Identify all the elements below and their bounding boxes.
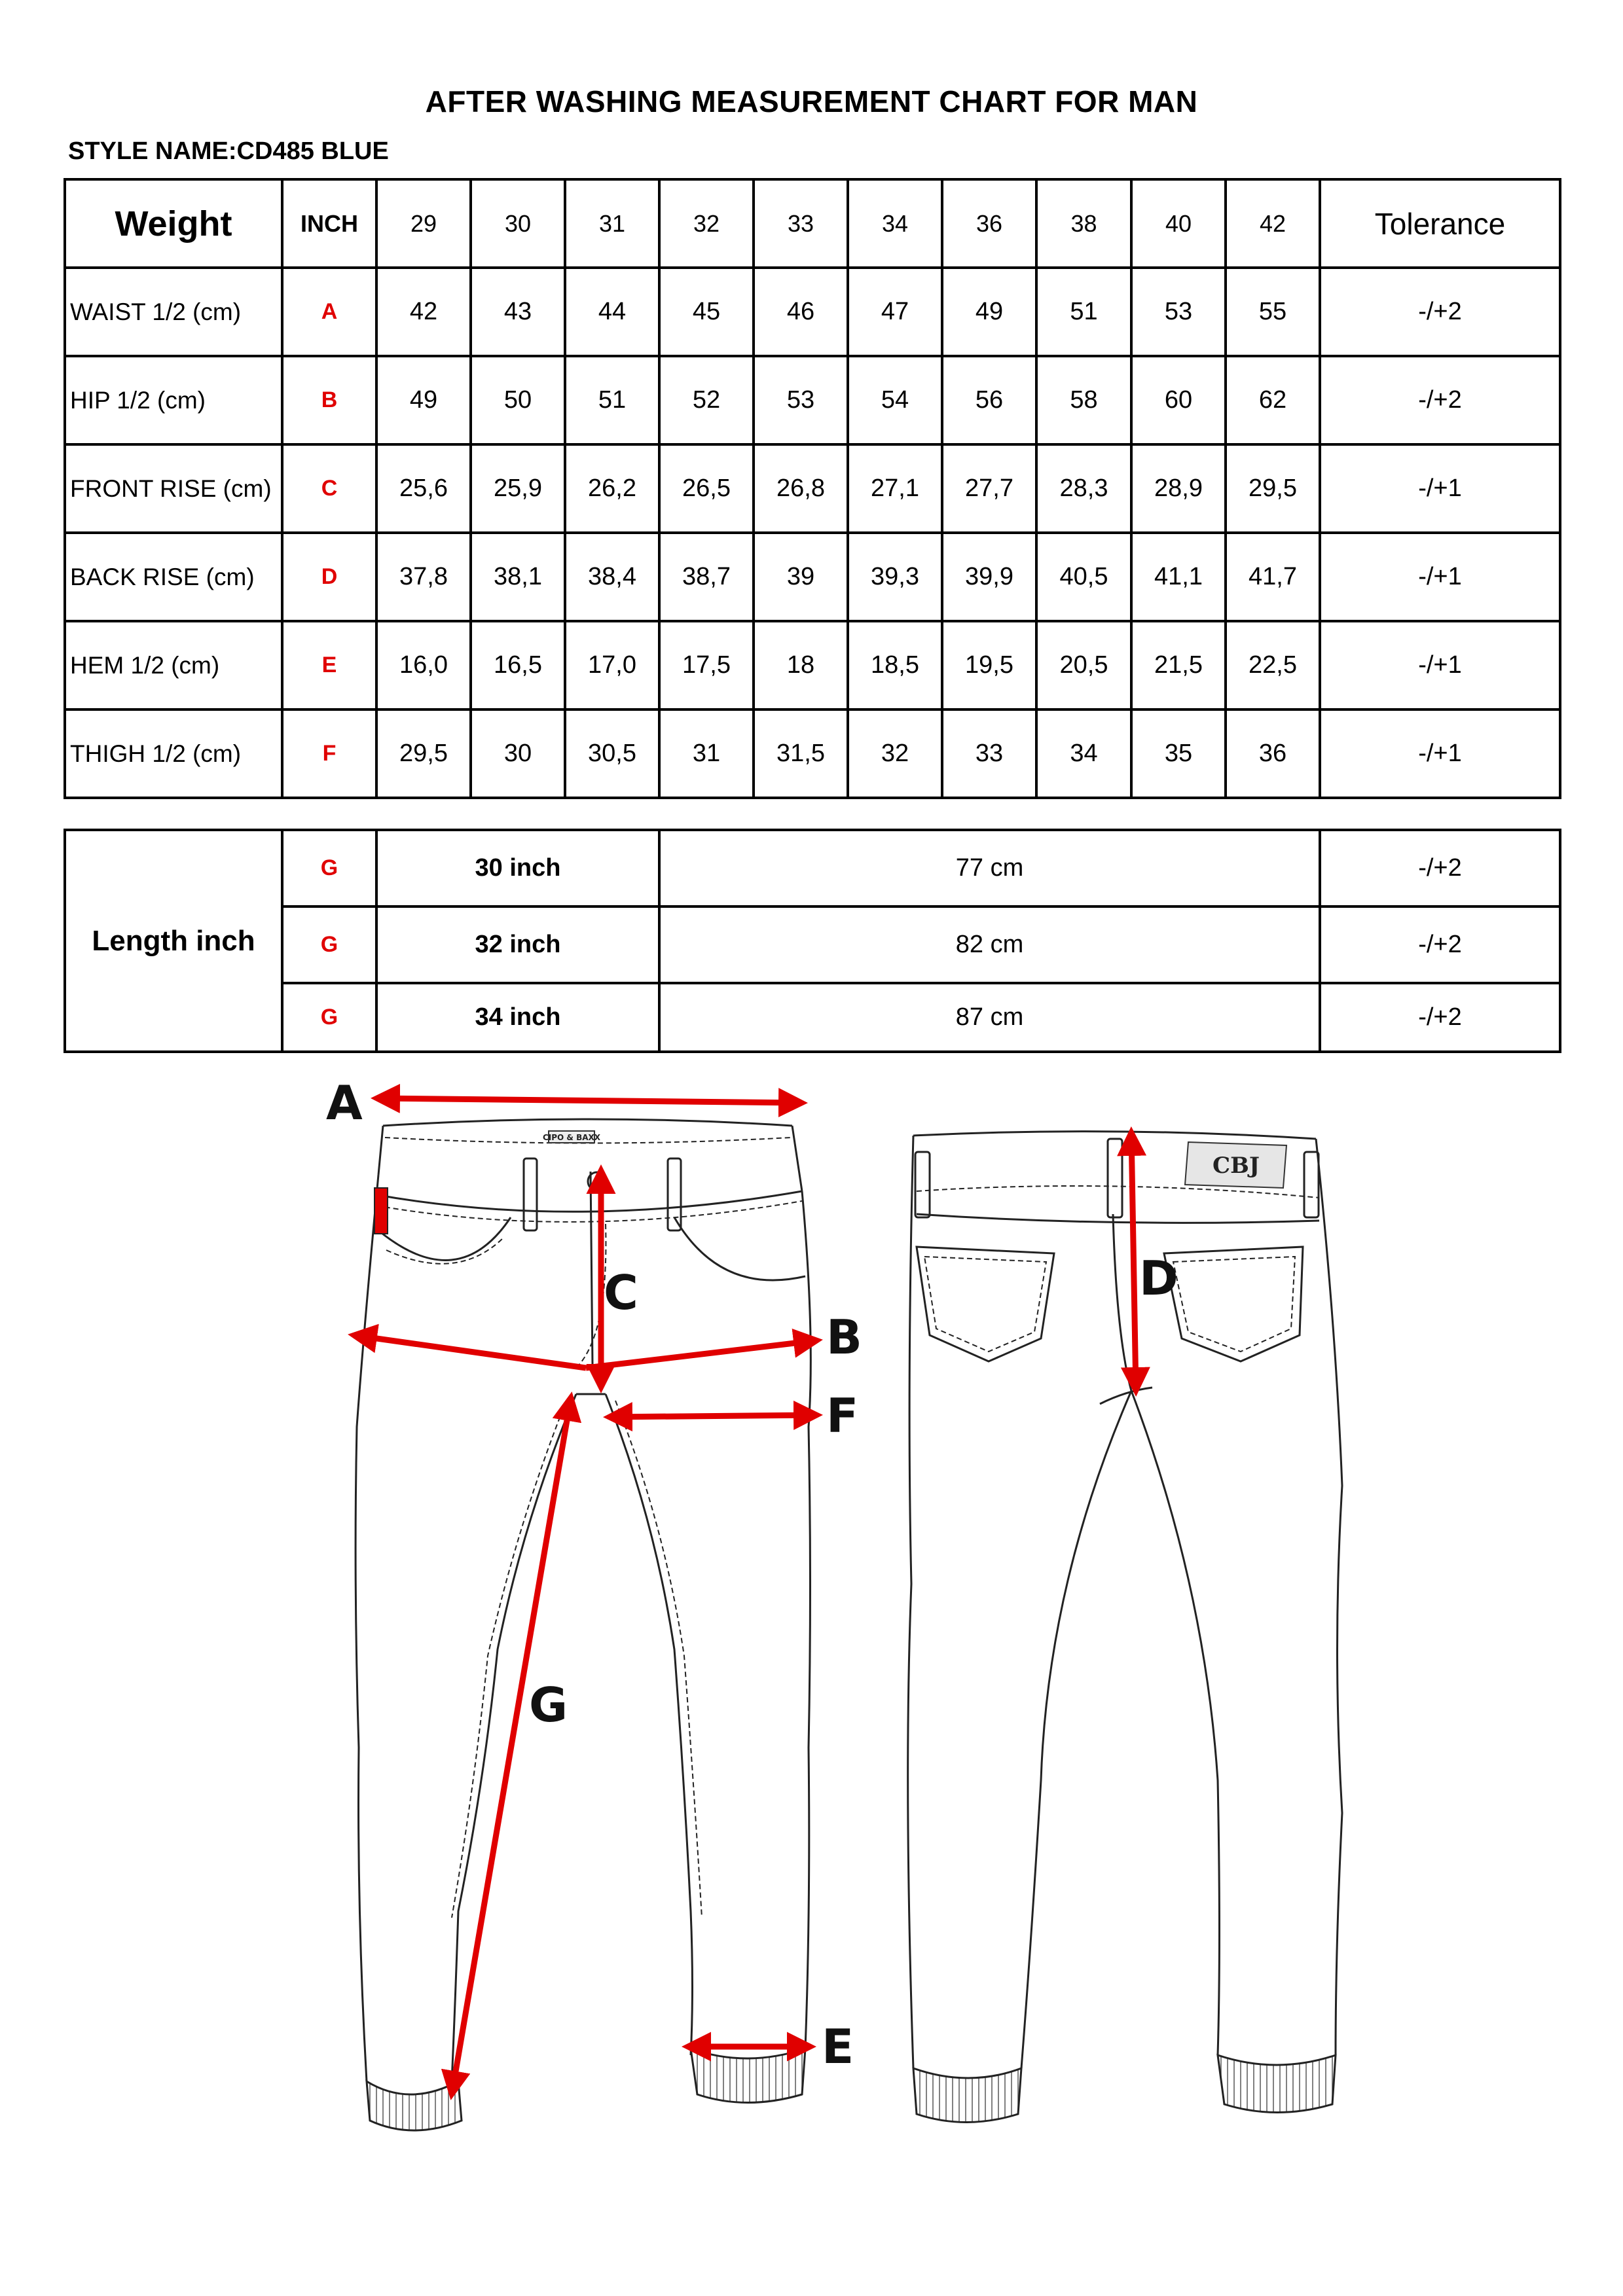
- table-row-back-rise: [65, 533, 1560, 621]
- length-cm: 87 cm: [659, 983, 1320, 1052]
- cell: 49: [376, 356, 471, 444]
- svg-text:CIPO & BAXX: CIPO & BAXX: [542, 1133, 601, 1142]
- cell: 22,5: [1226, 621, 1320, 709]
- cell: 38,4: [565, 533, 659, 621]
- tolerance-cell: -/+1: [1320, 709, 1560, 798]
- cell: 39,9: [942, 533, 1036, 621]
- tolerance-cell: -/+2: [1320, 906, 1560, 983]
- marker-a: A: [326, 1075, 363, 1130]
- header-size: 34: [848, 179, 942, 268]
- tolerance-cell: -/+2: [1320, 356, 1560, 444]
- cell: 26,8: [754, 444, 848, 533]
- cell: 26,2: [565, 444, 659, 533]
- length-inch: 34 inch: [376, 983, 659, 1052]
- row-label: BACK RISE (cm): [65, 533, 282, 621]
- length-table: [64, 829, 1561, 1053]
- cell: 19,5: [942, 621, 1036, 709]
- cell: 47: [848, 268, 942, 356]
- cell: 46: [754, 268, 848, 356]
- cell: 38,1: [471, 533, 565, 621]
- cell: 51: [1036, 268, 1131, 356]
- header-tolerance: Tolerance: [1320, 179, 1560, 268]
- cell: 31: [659, 709, 754, 798]
- cell: 17,5: [659, 621, 754, 709]
- page-title: AFTER WASHING MEASUREMENT CHART FOR MAN: [425, 84, 1198, 118]
- tolerance-cell: -/+1: [1320, 533, 1560, 621]
- table-row-hip: [65, 356, 1560, 444]
- header-size: 33: [754, 179, 848, 268]
- back-brand-label: [1185, 1142, 1286, 1188]
- row-label: HIP 1/2 (cm): [65, 356, 282, 444]
- cell: 26,5: [659, 444, 754, 533]
- marker-g: G: [529, 1677, 568, 1732]
- cell: 28,3: [1036, 444, 1131, 533]
- row-label: WAIST 1/2 (cm): [65, 268, 282, 356]
- length-cm: 82 cm: [659, 906, 1320, 983]
- measure-arrow-f: [609, 1415, 817, 1417]
- cell: 21,5: [1131, 621, 1226, 709]
- cell: 51: [565, 356, 659, 444]
- cell: 60: [1131, 356, 1226, 444]
- header-inch: INCH: [282, 179, 376, 268]
- table-row-thigh: [65, 709, 1560, 798]
- row-code: F: [282, 709, 376, 798]
- header-size: 38: [1036, 179, 1131, 268]
- row-code: B: [282, 356, 376, 444]
- cell: 30: [471, 709, 565, 798]
- cell: 41,1: [1131, 533, 1226, 621]
- cell: 54: [848, 356, 942, 444]
- measurement-table: [64, 178, 1561, 799]
- style-name: STYLE NAME:CD485 BLUE: [68, 137, 389, 165]
- cell: 39,3: [848, 533, 942, 621]
- cell: 50: [471, 356, 565, 444]
- header-size: 31: [565, 179, 659, 268]
- cell: 62: [1226, 356, 1320, 444]
- cell: 36: [1226, 709, 1320, 798]
- measure-arrow-b-right: [586, 1340, 817, 1368]
- front-pants-drawing: [356, 1119, 811, 2130]
- table-row-hem: [65, 621, 1560, 709]
- table-row-waist: [65, 268, 1560, 356]
- header-size: 30: [471, 179, 565, 268]
- marker-f: F: [826, 1388, 859, 1443]
- svg-text:CBJ: CBJ: [1213, 1153, 1260, 1179]
- cell: 40,5: [1036, 533, 1131, 621]
- cell: 45: [659, 268, 754, 356]
- row-code: E: [282, 621, 376, 709]
- row-label: THIGH 1/2 (cm): [65, 709, 282, 798]
- length-title: Length inch: [65, 830, 282, 1052]
- cell: 52: [659, 356, 754, 444]
- front-brand-label: [543, 1131, 601, 1143]
- length-inch: 30 inch: [376, 830, 659, 906]
- cell: 17,0: [565, 621, 659, 709]
- header-size: 40: [1131, 179, 1226, 268]
- cell: 25,6: [376, 444, 471, 533]
- marker-c: C: [604, 1265, 638, 1320]
- cell: 16,5: [471, 621, 565, 709]
- length-cm: 77 cm: [659, 830, 1320, 906]
- header-weight: Weight: [65, 179, 282, 268]
- back-pants-drawing: [908, 1132, 1342, 2123]
- length-row: [65, 983, 1560, 1052]
- measure-arrow-a: [376, 1098, 802, 1103]
- cell: 42: [376, 268, 471, 356]
- cell: 33: [942, 709, 1036, 798]
- row-code: G: [282, 983, 376, 1052]
- row-code: G: [282, 830, 376, 906]
- cell: 38,7: [659, 533, 754, 621]
- header-size: 32: [659, 179, 754, 268]
- length-row: [65, 906, 1560, 983]
- cell: 16,0: [376, 621, 471, 709]
- table-header-row: [65, 179, 1560, 268]
- cell: 27,1: [848, 444, 942, 533]
- tolerance-cell: -/+2: [1320, 830, 1560, 906]
- cell: 35: [1131, 709, 1226, 798]
- tolerance-cell: -/+2: [1320, 268, 1560, 356]
- row-label: FRONT RISE (cm): [65, 444, 282, 533]
- cell: 41,7: [1226, 533, 1320, 621]
- cell: 18,5: [848, 621, 942, 709]
- cell: 28,9: [1131, 444, 1226, 533]
- tolerance-cell: -/+1: [1320, 621, 1560, 709]
- cell: 30,5: [565, 709, 659, 798]
- measure-arrow-b-left: [354, 1335, 586, 1368]
- header-size: 42: [1226, 179, 1320, 268]
- cell: 20,5: [1036, 621, 1131, 709]
- marker-d: D: [1139, 1251, 1178, 1306]
- header-size: 29: [376, 179, 471, 268]
- row-code: D: [282, 533, 376, 621]
- cell: 25,9: [471, 444, 565, 533]
- cell: 27,7: [942, 444, 1036, 533]
- cell: 56: [942, 356, 1036, 444]
- cell: 31,5: [754, 709, 848, 798]
- cell: 55: [1226, 268, 1320, 356]
- cell: 37,8: [376, 533, 471, 621]
- cell: 43: [471, 268, 565, 356]
- measure-arrow-g: [452, 1397, 571, 2094]
- tolerance-cell: -/+2: [1320, 983, 1560, 1052]
- cell: 32: [848, 709, 942, 798]
- cell: 29,5: [1226, 444, 1320, 533]
- row-code: A: [282, 268, 376, 356]
- marker-b: B: [826, 1310, 862, 1365]
- cell: 18: [754, 621, 848, 709]
- header-size: 36: [942, 179, 1036, 268]
- cell: 49: [942, 268, 1036, 356]
- row-code: G: [282, 906, 376, 983]
- cell: 34: [1036, 709, 1131, 798]
- row-label: HEM 1/2 (cm): [65, 621, 282, 709]
- cell: 53: [754, 356, 848, 444]
- marker-e: E: [822, 2019, 854, 2074]
- pants-diagram: [0, 1060, 1623, 2173]
- length-row: [65, 830, 1560, 906]
- row-code: C: [282, 444, 376, 533]
- table-row-front-rise: [65, 444, 1560, 533]
- cell: 29,5: [376, 709, 471, 798]
- cell: 39: [754, 533, 848, 621]
- length-inch: 32 inch: [376, 906, 659, 983]
- red-tag-icon: [374, 1188, 388, 1234]
- measure-arrow-d: [1131, 1132, 1136, 1391]
- cell: 44: [565, 268, 659, 356]
- cell: 53: [1131, 268, 1226, 356]
- cell: 58: [1036, 356, 1131, 444]
- tolerance-cell: -/+1: [1320, 444, 1560, 533]
